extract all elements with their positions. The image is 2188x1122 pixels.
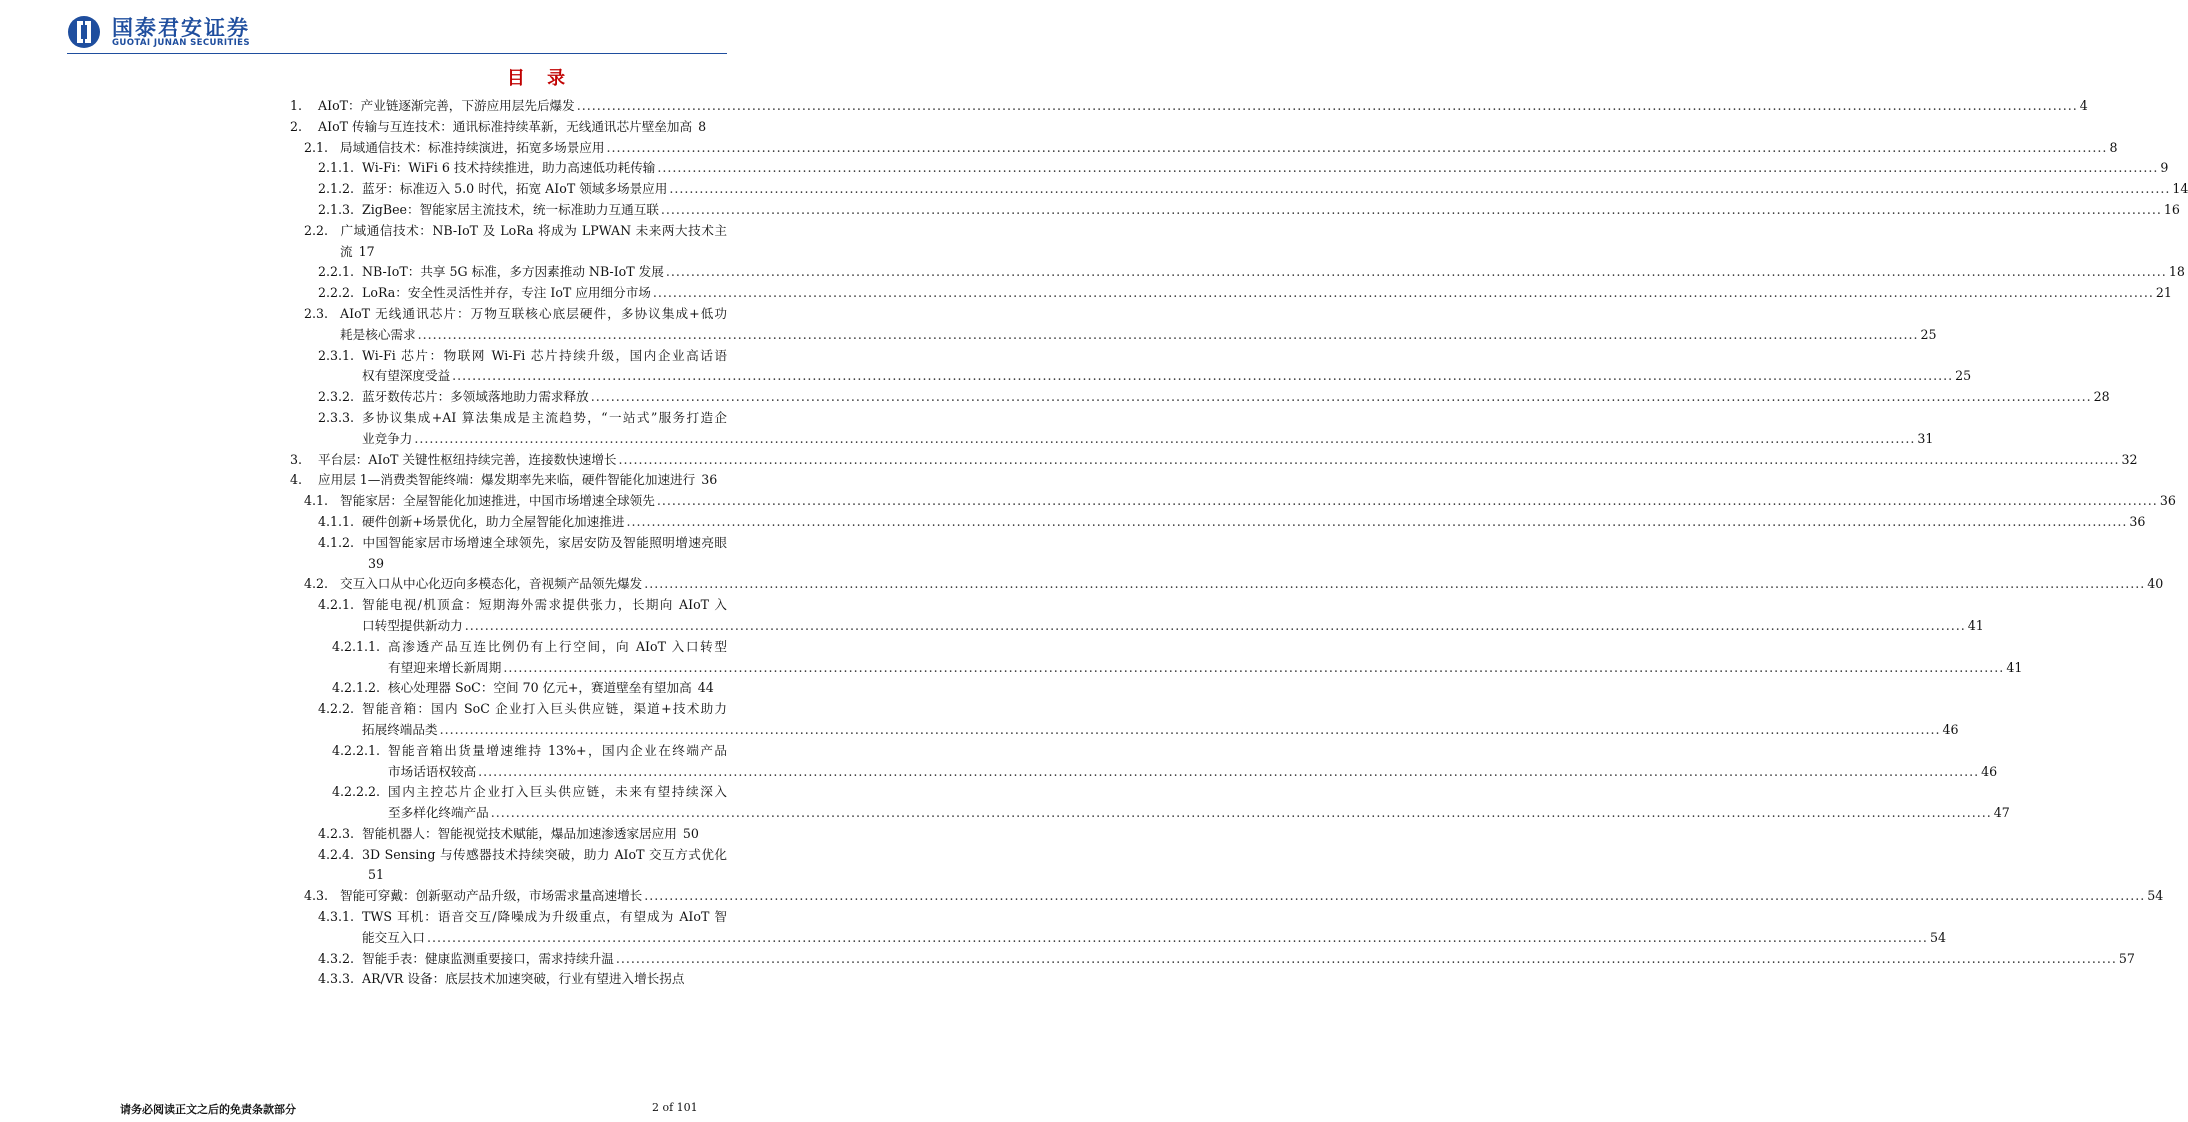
toc-entry-title-continued: 拓展终端品类 xyxy=(362,721,438,737)
toc-entry-title: 平台层：AIoT 关键性枢纽持续完善，连接数快速增长 xyxy=(318,451,617,467)
toc-entry-page: 17 xyxy=(358,243,375,259)
toc-entry-row xyxy=(318,949,2135,970)
toc-entry-title-continued: 市场话语权较高 xyxy=(388,763,477,779)
toc-entry-row xyxy=(332,637,727,658)
footer-page-number: 2 of 101 xyxy=(652,1101,698,1114)
toc-entry-page: 51 xyxy=(368,867,385,883)
toc-entry-row xyxy=(318,366,1972,387)
toc-entry-row xyxy=(290,117,727,138)
toc-leader-dots: ............................................................................................................................................................................................................................................................................................................ xyxy=(660,201,2162,217)
toc-leader-dots: ............................................................................................................................................................................................................................................................................................................ xyxy=(652,285,2154,301)
toc-entry-title: TWS 耳机：语音交互/降噪成为升级重点，有望成为 AIoT 智 xyxy=(362,909,727,925)
toc-entry-page: 36 xyxy=(2159,493,2176,509)
toc-leader-dots: ............................................................................................................................................................................................................................................................................................................ xyxy=(669,181,2171,197)
toc-entry-number: 2.3.2. xyxy=(318,389,355,405)
toc-entry-row xyxy=(318,699,727,720)
toc-entry-title: 核心处理器 SoC：空间 70 亿元+，赛道壁垒有望加高 xyxy=(388,680,692,696)
toc-entry-row xyxy=(318,429,1934,450)
toc-entry-title: 3D Sensing 与传感器技术持续突破，助力 AIoT 交互方式优化 xyxy=(362,846,727,862)
toc-entry xyxy=(290,96,2088,117)
toc-entry-row xyxy=(290,470,727,491)
toc-entry xyxy=(318,845,727,887)
toc-entry-page: 54 xyxy=(1929,929,1946,945)
toc-entry-page: 21 xyxy=(2155,285,2172,301)
toc-entry-title: 智能电视/机顶盒：短期海外需求提供张力，长期向 AIoT 入 xyxy=(362,597,727,613)
toc-entry-row xyxy=(332,782,727,803)
toc-entry-title: Wi-Fi 芯片：物联网 Wi-Fi 芯片持续升级，国内企业高话语 xyxy=(362,347,727,363)
toc-entry-title-continued: 业竞争力 xyxy=(362,430,413,446)
toc-leader-dots: ............................................................................................................................................................................................................................................................................................................ xyxy=(657,160,2159,176)
toc-entry-row xyxy=(332,762,1998,783)
toc-entry-number: 4.2.2.2. xyxy=(332,784,381,800)
toc-entry-row xyxy=(304,886,2164,907)
toc-entry xyxy=(318,200,2180,221)
toc-entry-number: 4. xyxy=(290,472,303,488)
toc-leader-dots: ............................................................................................................................................................................................................................................................................................................ xyxy=(417,326,1919,342)
toc-entry-number: 4.3.3. xyxy=(318,971,355,987)
toc-entry-number: 2.3. xyxy=(304,305,329,321)
toc-entry xyxy=(304,304,1937,346)
toc-entry xyxy=(318,824,727,845)
toc-entry xyxy=(318,283,2172,304)
toc-leader-dots: ............................................................................................................................................................................................................................................................................................................ xyxy=(490,805,1992,821)
toc-entry-page: 4 xyxy=(2079,98,2088,113)
toc-entry-row xyxy=(318,533,727,575)
toc-entry-page: 25 xyxy=(1920,326,1937,342)
toc-entry-title: AR/VR 设备：底层技术加速突破，行业有望进入增长拐点 xyxy=(362,971,685,987)
toc-entry xyxy=(304,491,2176,512)
toc-entry xyxy=(318,346,1972,388)
toc-entry-title: 中国智能家居市场增速全球领先，家居安防及智能照明增速亮眼 xyxy=(362,534,727,550)
toc-leader-dots: ............................................................................................................................................................................................................................................................................................................ xyxy=(478,763,1980,779)
toc-entry xyxy=(304,138,2118,159)
toc-entry-title: 智能音箱出货量增速维持 13%+，国内企业在终端产品 xyxy=(388,742,727,758)
toc-entry-page: 25 xyxy=(1955,368,1972,384)
toc-entry-row xyxy=(318,928,1946,949)
toc-entry-page: 39 xyxy=(368,555,385,571)
toc-entry-row xyxy=(318,616,1984,637)
toc-entry-page: 36 xyxy=(701,472,718,488)
toc-entry-number: 4.3. xyxy=(304,888,329,904)
toc-entry xyxy=(318,179,2188,200)
toc-entry-title-continued: 权有望深度受益 xyxy=(362,368,451,384)
toc-leader-dots: ............................................................................................................................................................................................................................................................................................................ xyxy=(606,139,2108,155)
toc-entry-page: 50 xyxy=(682,825,699,841)
toc-entry-title: 局域通信技术：标准持续演进，拓宽多场景应用 xyxy=(340,139,605,155)
toc-entry-number: 2.3.3. xyxy=(318,409,355,425)
toc-entry-number: 4.2.4. xyxy=(318,846,355,862)
toc-entry-title: 智能音箱：国内 SoC 企业打入巨头供应链，渠道+技术助力 xyxy=(362,701,727,717)
toc-leader-dots: ............................................................................................................................................................................................................................................................................................................ xyxy=(644,888,2146,904)
toc-entry-row xyxy=(318,387,2110,408)
toc-entry-row xyxy=(318,720,1959,741)
toc-entry-row xyxy=(318,512,2146,533)
toc-entry-row xyxy=(304,221,727,263)
toc-entry xyxy=(318,699,1959,741)
toc-entry-title: 多协议集成+AI 算法集成是主流趋势，“一站式”服务打造企 xyxy=(362,409,727,425)
toc-entry-number: 2. xyxy=(290,118,303,134)
toc-entry-title: Wi-Fi：WiFi 6 技术持续推进，助力高速低功耗传输 xyxy=(362,160,656,176)
toc-entry-title: 硬件创新+场景优化，助力全屋智能化加速推进 xyxy=(362,513,625,529)
toc-entry-number: 4.2.3. xyxy=(318,825,355,841)
toc-entry-title: 高渗透产品互连比例仍有上行空间，向 AIoT 入口转型 xyxy=(388,638,727,654)
toc-entry-page: 41 xyxy=(2006,659,2023,675)
toc-entry xyxy=(318,949,2135,970)
toc-entry-row xyxy=(304,138,2118,159)
toc-entry-title-continued: 耗是核心需求 xyxy=(340,326,416,342)
toc-entry-row xyxy=(332,741,727,762)
toc-entry xyxy=(318,158,2169,179)
toc-entry-title-continued: 至多样化终端产品 xyxy=(388,805,489,821)
toc-entry-row xyxy=(332,678,727,699)
toc-entry xyxy=(318,595,1984,637)
toc-entry-number: 4.1.2. xyxy=(318,534,355,550)
toc-entry-page: 31 xyxy=(1917,430,1934,446)
toc-entry-number: 4.2.1. xyxy=(318,597,355,613)
toc-entry xyxy=(332,637,2023,679)
toc-entry-row xyxy=(318,262,2185,283)
toc-leader-dots: ............................................................................................................................................................................................................................................................................................................ xyxy=(426,929,1928,945)
logo-english-name: GUOTAI JUNAN SECURITIES xyxy=(112,38,250,48)
toc-entry-page: 47 xyxy=(1993,805,2010,821)
toc-leader-dots: ............................................................................................................................................................................................................................................................................................................ xyxy=(414,430,1916,446)
toc-entry-number: 4.2.1.2. xyxy=(332,680,381,696)
toc-entry-number: 2.2.1. xyxy=(318,264,355,280)
toc-entry-title-continued: 有望迎来增长新周期 xyxy=(388,659,502,675)
toc-entry-title: 广域通信技术：NB-IoT 及 LoRa 将成为 LPWAN 未来两大技术主流 xyxy=(340,222,727,259)
toc-entry-page: 8 xyxy=(2109,139,2118,155)
toc-entry-title-continued: 口转型提供新动力 xyxy=(362,617,463,633)
toc-entry xyxy=(332,741,1998,783)
toc-entry-title: 智能可穿戴：创新驱动产品升级，市场需求量高速增长 xyxy=(340,888,643,904)
toc-entry-number: 2.3.1. xyxy=(318,347,355,363)
toc-entry-page: 28 xyxy=(2093,389,2110,405)
toc-leader-dots: ............................................................................................................................................................................................................................................................................................................ xyxy=(503,659,2005,675)
toc-entry-title: ZigBee：智能家居主流技术，统一标准助力互通互联 xyxy=(362,201,659,217)
toc-entry-row xyxy=(318,408,727,429)
toc-entry-number: 4.2.1.1. xyxy=(332,638,381,654)
toc-entry-page: 32 xyxy=(2121,451,2138,467)
toc-entry-number: 2.1. xyxy=(304,139,329,155)
toc-entry xyxy=(318,387,2110,408)
toc-entry-title: 应用层 1—消费类智能终端：爆发期率先来临，硬件智能化加速进行 xyxy=(318,472,696,488)
toc-leader-dots: ............................................................................................................................................................................................................................................................................................................ xyxy=(452,368,1954,384)
toc-entry-page: 46 xyxy=(1981,763,1998,779)
toc-entry-page: 14 xyxy=(2172,181,2188,197)
toc-entry-row xyxy=(318,969,727,990)
toc-entry-title: 蓝牙数传芯片：多领域落地助力需求释放 xyxy=(362,389,589,405)
toc-entry xyxy=(318,262,2185,283)
toc-entry-row xyxy=(318,283,2172,304)
toc-entry-row xyxy=(318,200,2180,221)
toc-entry-row xyxy=(318,845,727,887)
toc-entry-page: 40 xyxy=(2147,576,2164,592)
toc-entry-title: NB-IoT：共享 5G 标准，多方因素推动 NB-IoT 发展 xyxy=(362,264,664,280)
logo-chinese-name: 国泰君安证券 xyxy=(112,16,250,40)
toc-entry xyxy=(304,574,2164,595)
toc-entry-row xyxy=(318,179,2188,200)
toc-entry-number: 4.2.2.1. xyxy=(332,742,381,758)
toc-entry xyxy=(318,512,2146,533)
toc-leader-dots: ............................................................................................................................................................................................................................................................................................................ xyxy=(576,98,2078,113)
toc-entry xyxy=(290,117,727,138)
toc-entry-title: AIoT：产业链逐渐完善，下游应用层先后爆发 xyxy=(318,98,575,113)
toc-entry-number: 2.1.1. xyxy=(318,160,355,176)
toc-entry xyxy=(332,782,2010,824)
toc-entry-title: AIoT 传输与互连技术：通讯标准持续革新，无线通讯芯片壁垒加高 xyxy=(318,118,693,134)
toc-entry-title: 智能家居：全屋智能化加速推进，中国市场增速全球领先 xyxy=(340,493,655,509)
toc-leader-dots: ............................................................................................................................................................................................................................................................................................................ xyxy=(626,513,2128,529)
toc-entry-title-continued: 能交互入口 xyxy=(362,929,425,945)
toc-entry-row xyxy=(304,325,1937,346)
toc-leader-dots: ............................................................................................................................................................................................................................................................................................................ xyxy=(464,617,1966,633)
toc-entry-row xyxy=(290,450,2138,471)
toc-entry xyxy=(318,907,1946,949)
toc-entry-number: 2.1.2. xyxy=(318,181,355,197)
toc-entry-number: 2.2. xyxy=(304,222,329,238)
page-header xyxy=(0,0,793,56)
footer-disclaimer: 请务必阅读正文之后的免责条款部分 xyxy=(120,1103,296,1116)
toc-entry xyxy=(304,886,2164,907)
toc-entry-page: 18 xyxy=(2168,264,2185,280)
toc-title: 目 录 xyxy=(506,68,574,89)
toc-entry-number: 4.1.1. xyxy=(318,513,355,529)
toc-entry-row xyxy=(304,491,2176,512)
toc-entry-title: 智能手表：健康监测重要接口，需求持续升温 xyxy=(362,950,614,966)
toc-leader-dots: ............................................................................................................................................................................................................................................................................................................ xyxy=(644,576,2146,592)
toc-entry-number: 4.2. xyxy=(304,576,329,592)
toc-entry-row xyxy=(318,158,2169,179)
toc-entry-row xyxy=(304,304,727,325)
toc-entry xyxy=(318,408,1934,450)
toc-leader-dots: ............................................................................................................................................................................................................................................................................................................ xyxy=(615,950,2117,966)
toc-entry-number: 3. xyxy=(290,451,303,467)
toc-entry-row xyxy=(318,346,727,367)
toc-entry xyxy=(304,221,727,263)
toc-entry-row xyxy=(332,658,2023,679)
toc-entry xyxy=(290,450,2138,471)
guotai-junan-logo-icon xyxy=(67,15,101,49)
toc-leader-dots: ............................................................................................................................................................................................................................................................................................................ xyxy=(618,451,2120,467)
toc-leader-dots: ............................................................................................................................................................................................................................................................................................................ xyxy=(590,389,2092,405)
toc-entry-title: LoRa：安全性灵活性并存，专注 IoT 应用细分市场 xyxy=(362,285,651,301)
toc-entry-row xyxy=(318,824,727,845)
toc-entry-row xyxy=(290,96,2088,117)
toc-entry-number: 2.2.2. xyxy=(318,285,355,301)
toc-entry xyxy=(290,470,727,491)
toc-entry-page: 41 xyxy=(1967,617,1984,633)
toc-entry xyxy=(318,969,727,990)
toc-entry-title: 蓝牙：标准迈入 5.0 时代，拓宽 AIoT 领域多场景应用 xyxy=(362,181,668,197)
toc-entry-page: 46 xyxy=(1942,721,1959,737)
toc-entry-page: 8 xyxy=(698,118,707,134)
toc-leader-dots: ............................................................................................................................................................................................................................................................................................................ xyxy=(665,264,2167,280)
toc-entry-row xyxy=(304,574,2164,595)
toc-entry-title: AIoT 无线通讯芯片：万物互联核心底层硬件，多协议集成+低功 xyxy=(340,305,727,321)
table-of-contents xyxy=(290,96,2188,990)
toc-entry xyxy=(332,678,727,699)
header-divider xyxy=(67,53,727,54)
toc-entry-number: 4.3.2. xyxy=(318,950,355,966)
toc-entry-page: 57 xyxy=(2118,950,2135,966)
toc-entry-page: 54 xyxy=(2147,888,2164,904)
toc-entry-title: 智能机器人：智能视觉技术赋能，爆品加速渗透家居应用 xyxy=(362,825,677,841)
toc-entry-title: 国内主控芯片企业打入巨头供应链，未来有望持续深入 xyxy=(388,784,727,800)
toc-leader-dots: ............................................................................................................................................................................................................................................................................................................ xyxy=(656,493,2158,509)
toc-entry-number: 4.3.1. xyxy=(318,909,355,925)
toc-entry-row xyxy=(318,907,727,928)
toc-entry-row xyxy=(318,595,727,616)
toc-entry-page: 44 xyxy=(697,680,714,696)
toc-entry-row xyxy=(332,803,2010,824)
toc-entry-number: 2.1.3. xyxy=(318,201,355,217)
toc-entry-number: 4.1. xyxy=(304,493,329,509)
toc-entry-title: 交互入口从中心化迈向多模态化，音视频产品领先爆发 xyxy=(340,576,643,592)
toc-entry-page: 36 xyxy=(2129,513,2146,529)
toc-entry-number: 4.2.2. xyxy=(318,701,355,717)
toc-entry-number: 1. xyxy=(290,98,303,113)
toc-entry xyxy=(318,533,727,575)
toc-entry-page: 9 xyxy=(2160,160,2169,176)
toc-leader-dots: ............................................................................................................................................................................................................................................................................................................ xyxy=(439,721,1941,737)
toc-entry-page: 16 xyxy=(2163,201,2180,217)
